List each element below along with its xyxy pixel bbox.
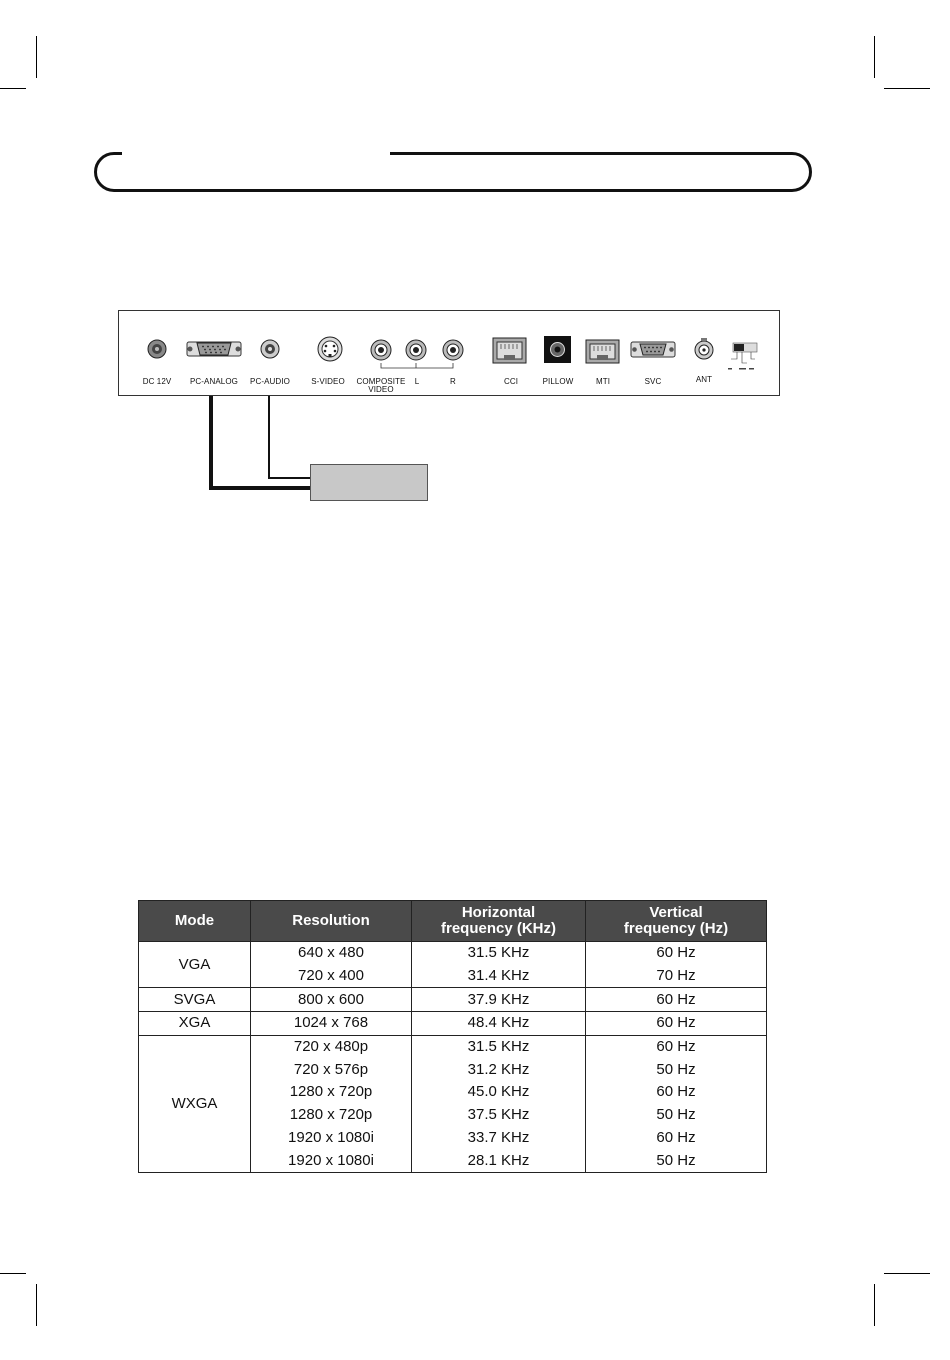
resolution-cell: 1920 x 1080i (251, 1127, 412, 1150)
resolution-cell: 720 x 480p (251, 1035, 412, 1058)
vertical-cell: 60 Hz (586, 988, 767, 1012)
connection-cables (0, 0, 950, 520)
table-row (139, 1035, 767, 1058)
resolution-cell: 720 x 576p (251, 1058, 412, 1081)
table-row (139, 988, 767, 1012)
vertical-cell: 60 Hz (586, 1012, 767, 1036)
crop-mark-bottom-left-v (36, 1284, 37, 1326)
resolution-cell: 800 x 600 (251, 988, 412, 1012)
vertical-cell: 60 Hz (586, 942, 767, 965)
vertical-cell: 60 Hz (586, 1035, 767, 1058)
port-label-pc-analog: PC-ANALOG (189, 377, 239, 386)
horizontal-cell: 33.7 KHz (412, 1127, 586, 1150)
vertical-cell: 70 Hz (586, 965, 767, 988)
resolution-cell: 1024 x 768 (251, 1012, 412, 1036)
port-label-mti: MTI (595, 377, 611, 386)
header-vertical: Vertical frequency (Hz) (586, 901, 767, 942)
table-row (139, 1012, 767, 1036)
horizontal-cell: 31.2 KHz (412, 1058, 586, 1081)
mode-cell-wxga: WXGA (139, 1035, 251, 1172)
header-horizontal: Horizontal frequency (KHz) (412, 901, 586, 942)
pc-device-box (310, 464, 428, 501)
mode-cell-svga: SVGA (139, 988, 251, 1012)
mode-cell-xga: XGA (139, 1012, 251, 1036)
horizontal-cell: 37.5 KHz (412, 1104, 586, 1127)
port-label-composite: COMPOSITE (356, 377, 406, 386)
horizontal-cell: 31.5 KHz (412, 942, 586, 965)
resolution-cell: 1920 x 1080i (251, 1149, 412, 1172)
header-mode: Mode (139, 901, 251, 942)
vertical-cell: 60 Hz (586, 1127, 767, 1150)
port-label-r: R (450, 377, 456, 386)
crop-mark-bottom-right-v (874, 1284, 875, 1326)
horizontal-cell: 31.4 KHz (412, 965, 586, 988)
table-header-row (139, 901, 767, 942)
port-label-pillow: PILLOW (542, 377, 574, 386)
vertical-cell: 50 Hz (586, 1058, 767, 1081)
horizontal-cell: 37.9 KHz (412, 988, 586, 1012)
pc-audio-cable (269, 396, 310, 478)
resolution-cell: 1280 x 720p (251, 1104, 412, 1127)
table-row (139, 942, 767, 965)
pc-analog-cable (211, 396, 310, 488)
horizontal-cell: 48.4 KHz (412, 1012, 586, 1036)
port-label-pc-audio: PC-AUDIO (250, 377, 290, 386)
horizontal-cell: 31.5 KHz (412, 1035, 586, 1058)
resolution-cell: 640 x 480 (251, 942, 412, 965)
port-label-dc12v: DC 12V (142, 377, 172, 386)
vertical-cell: 60 Hz (586, 1081, 767, 1104)
supported-modes-table (138, 900, 767, 1173)
port-label-l: L (414, 377, 420, 386)
port-label-svc: SVC (644, 377, 662, 386)
resolution-cell: 720 x 400 (251, 965, 412, 988)
crop-mark-bottom-left-h (0, 1273, 26, 1274)
resolution-cell: 1280 x 720p (251, 1081, 412, 1104)
vertical-cell: 50 Hz (586, 1104, 767, 1127)
port-label-composite-video: VIDEO (368, 385, 394, 394)
horizontal-cell: 28.1 KHz (412, 1149, 586, 1172)
horizontal-cell: 45.0 KHz (412, 1081, 586, 1104)
port-label-ant: ANT (695, 375, 713, 384)
vertical-cell: 50 Hz (586, 1149, 767, 1172)
crop-mark-bottom-right-h (884, 1273, 930, 1274)
port-label-cci: CCI (503, 377, 519, 386)
port-label-s-video: S-VIDEO (311, 377, 345, 386)
mode-cell-vga: VGA (139, 942, 251, 988)
header-resolution: Resolution (251, 901, 412, 942)
